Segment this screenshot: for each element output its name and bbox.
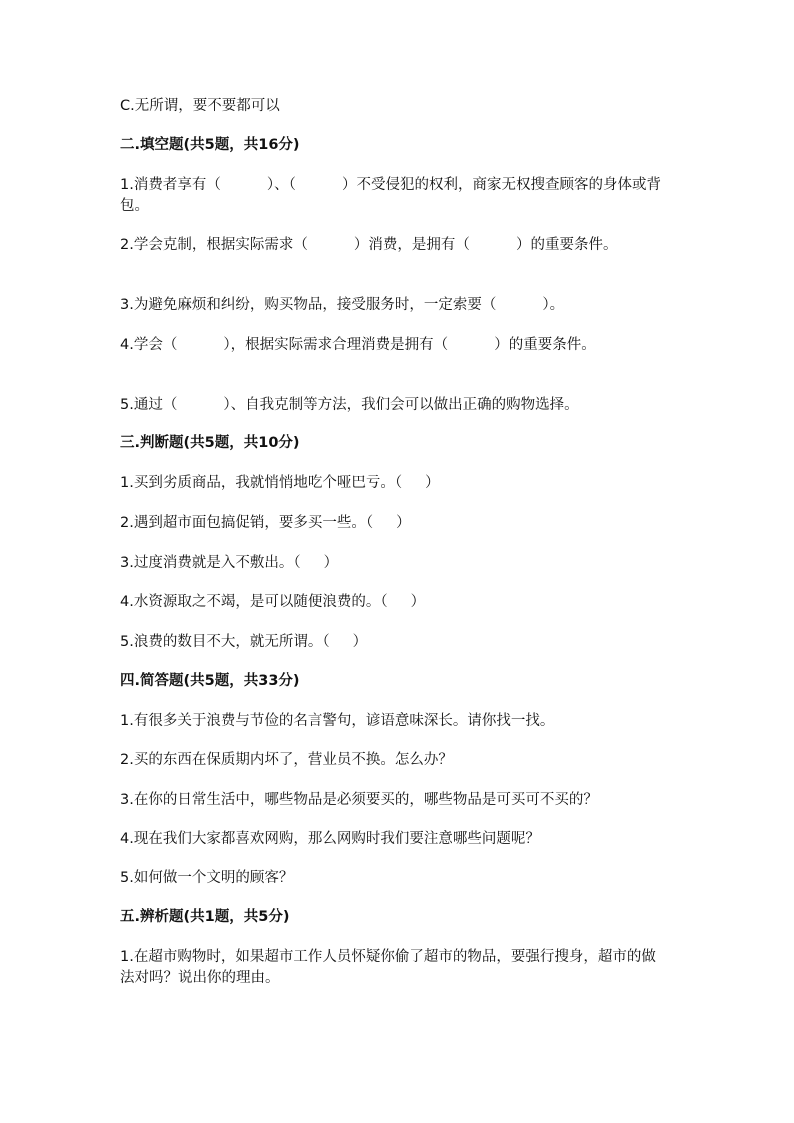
question-item: 1.在超市购物时，如果超市工作人员怀疑你偷了超市的物品，要强行搜身，超市的做法对吗？说出你的理由。 <box>120 949 656 986</box>
question-item: 5.通过（ ）、自我克制等方法，我们会可以做出正确的购物选择。 <box>120 397 579 413</box>
question-item: 1.消费者享有（ ）、（ ）不受侵犯的权利，商家无权搜查顾客的身体或背包。 <box>120 177 662 214</box>
question-item: 5.浪费的数目不大，就无所谓。（ ） <box>120 634 368 650</box>
question-item: 4.现在我们大家都喜欢网购，那么网购时我们要注意哪些问题呢？ <box>120 831 540 847</box>
question-item: 2.买的东西在保质期内坏了，营业员不换。怎么办？ <box>120 752 453 768</box>
section-title-short-answer: 四.简答题(共5题，共33分) <box>120 673 300 689</box>
question-item: 3.为避免麻烦和纠纷，购买物品，接受服务时，一定索要（ ）。 <box>120 297 565 313</box>
question-item: 4.水资源取之不竭，是可以随便浪费的。（ ） <box>120 594 426 610</box>
question-item: 2.遇到超市面包搞促销，要多买一些。（ ） <box>120 515 411 531</box>
question-item: 2.学会克制，根据实际需求（ ）消费，是拥有（ ）的重要条件。 <box>120 237 618 253</box>
question-item: 1.买到劣质商品，我就悄悄地吃个哑巴亏。（ ） <box>120 475 440 491</box>
question-item: 5.如何做一个文明的顾客？ <box>120 870 294 886</box>
question-item: 3.在你的日常生活中，哪些物品是必须要买的，哪些物品是可买可不买的？ <box>120 792 598 808</box>
question-item: 1.有很多关于浪费与节俭的名言警句，谚语意味深长。请你找一找。 <box>120 713 555 729</box>
section-title-analysis: 五.辨析题(共1题，共5分) <box>120 909 290 925</box>
section-title-fill-blank: 二.填空题(共5题，共16分) <box>120 137 300 153</box>
option-c: C.无所谓，要不要都可以 <box>120 98 280 114</box>
question-item: 3.过度消费就是入不敷出。（ ） <box>120 555 339 571</box>
section-title-true-false: 三.判断题(共5题，共10分) <box>120 435 300 451</box>
question-item: 4.学会（ ），根据实际需求合理消费是拥有（ ）的重要条件。 <box>120 337 596 353</box>
